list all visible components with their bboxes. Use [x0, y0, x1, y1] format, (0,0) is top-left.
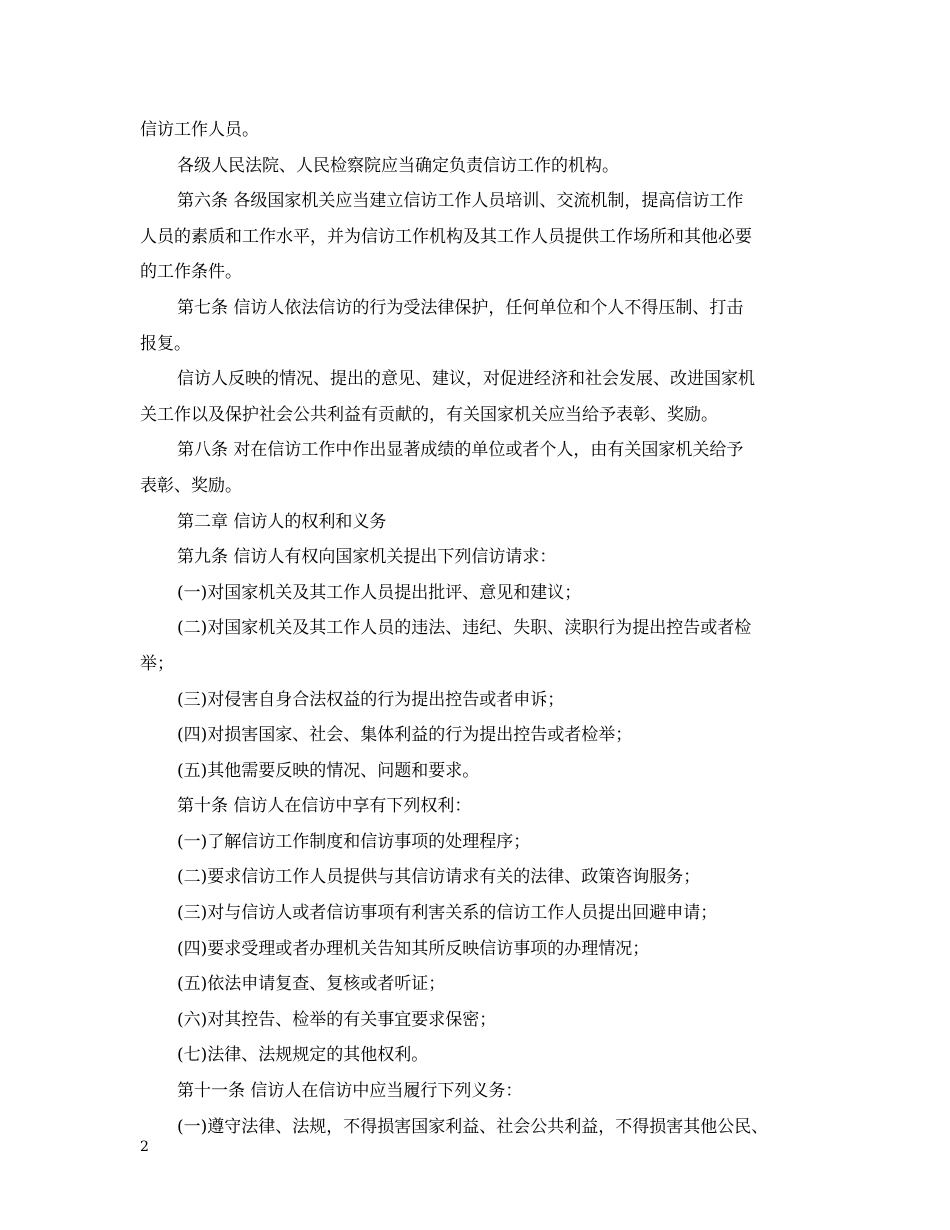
- list-item: (六)对其控告、检举的有关事宜要求保密；: [177, 1009, 497, 1030]
- list-item: (七)法律、法规规定的其他权利。: [177, 1045, 429, 1066]
- text-line: 表彰、奖励。: [140, 475, 242, 496]
- text-line: 的工作条件。: [140, 262, 242, 283]
- article-10-line: 第十条 信访人在信访中享有下列权利：: [177, 796, 472, 817]
- list-item: (一)遵守法律、法规，不得损害国家利益、社会公共利益，不得损害其他公民、: [177, 1116, 769, 1137]
- article-9-line: 第九条 信访人有权向国家机关提出下列信访请求：: [177, 547, 557, 568]
- article-7-line: 第七条 信访人依法信访的行为受法律保护，任何单位和个人不得压制、打击: [177, 297, 744, 318]
- list-item: (二)对国家机关及其工作人员的违法、违纪、失职、渎职行为提出控告或者检: [177, 618, 752, 639]
- text-line: 各级人民法院、人民检察院应当确定负责信访工作的机构。: [177, 155, 619, 176]
- list-item: (一)对国家机关及其工作人员提出批评、意见和建议；: [177, 582, 582, 603]
- chapter-2-heading: 第二章 信访人的权利和义务: [177, 511, 387, 532]
- list-item: (三)对与信访人或者信访事项有利害关系的信访工作人员提出回避申请；: [177, 903, 718, 924]
- text-line: 人员的素质和工作水平，并为信访工作机构及其工作人员提供工作场所和其他必要: [140, 226, 752, 247]
- list-item: (三)对侵害自身合法权益的行为提出控告或者申诉；: [177, 689, 565, 710]
- list-item: (四)对损害国家、社会、集体利益的行为提出控告或者检举；: [177, 725, 633, 746]
- article-8-line: 第八条 对在信访工作中作出显著成绩的单位或者个人，由有关国家机关给予: [177, 440, 744, 461]
- list-item: (五)依法申请复查、复核或者听证；: [177, 974, 446, 995]
- page-number: 2: [140, 1139, 149, 1155]
- list-item: (五)其他需要反映的情况、问题和要求。: [177, 760, 480, 781]
- text-line: 信访人反映的情况、提出的意见、建议，对促进经济和社会发展、改进国家机: [177, 369, 755, 390]
- text-line: 举；: [140, 653, 174, 674]
- text-line: 报复。: [140, 333, 191, 354]
- document-body: [140, 113, 812, 1145]
- list-item: (四)要求受理或者办理机关告知其所反映信访事项的办理情况；: [177, 938, 650, 959]
- text-line: 信访工作人员。: [140, 120, 259, 140]
- list-item: (二)要求信访工作人员提供与其信访请求有关的法律、政策咨询服务；: [177, 867, 701, 888]
- text-line: 关工作以及保护社会公共利益有贡献的，有关国家机关应当给予表彰、奖励。: [140, 404, 718, 425]
- list-item: (一)了解信访工作制度和信访事项的处理程序；: [177, 831, 531, 852]
- article-11-line: 第十一条 信访人在信访中应当履行下列义务：: [177, 1081, 523, 1102]
- article-6-line: 第六条 各级国家机关应当建立信访工作人员培训、交流机制，提高信访工作: [177, 191, 744, 212]
